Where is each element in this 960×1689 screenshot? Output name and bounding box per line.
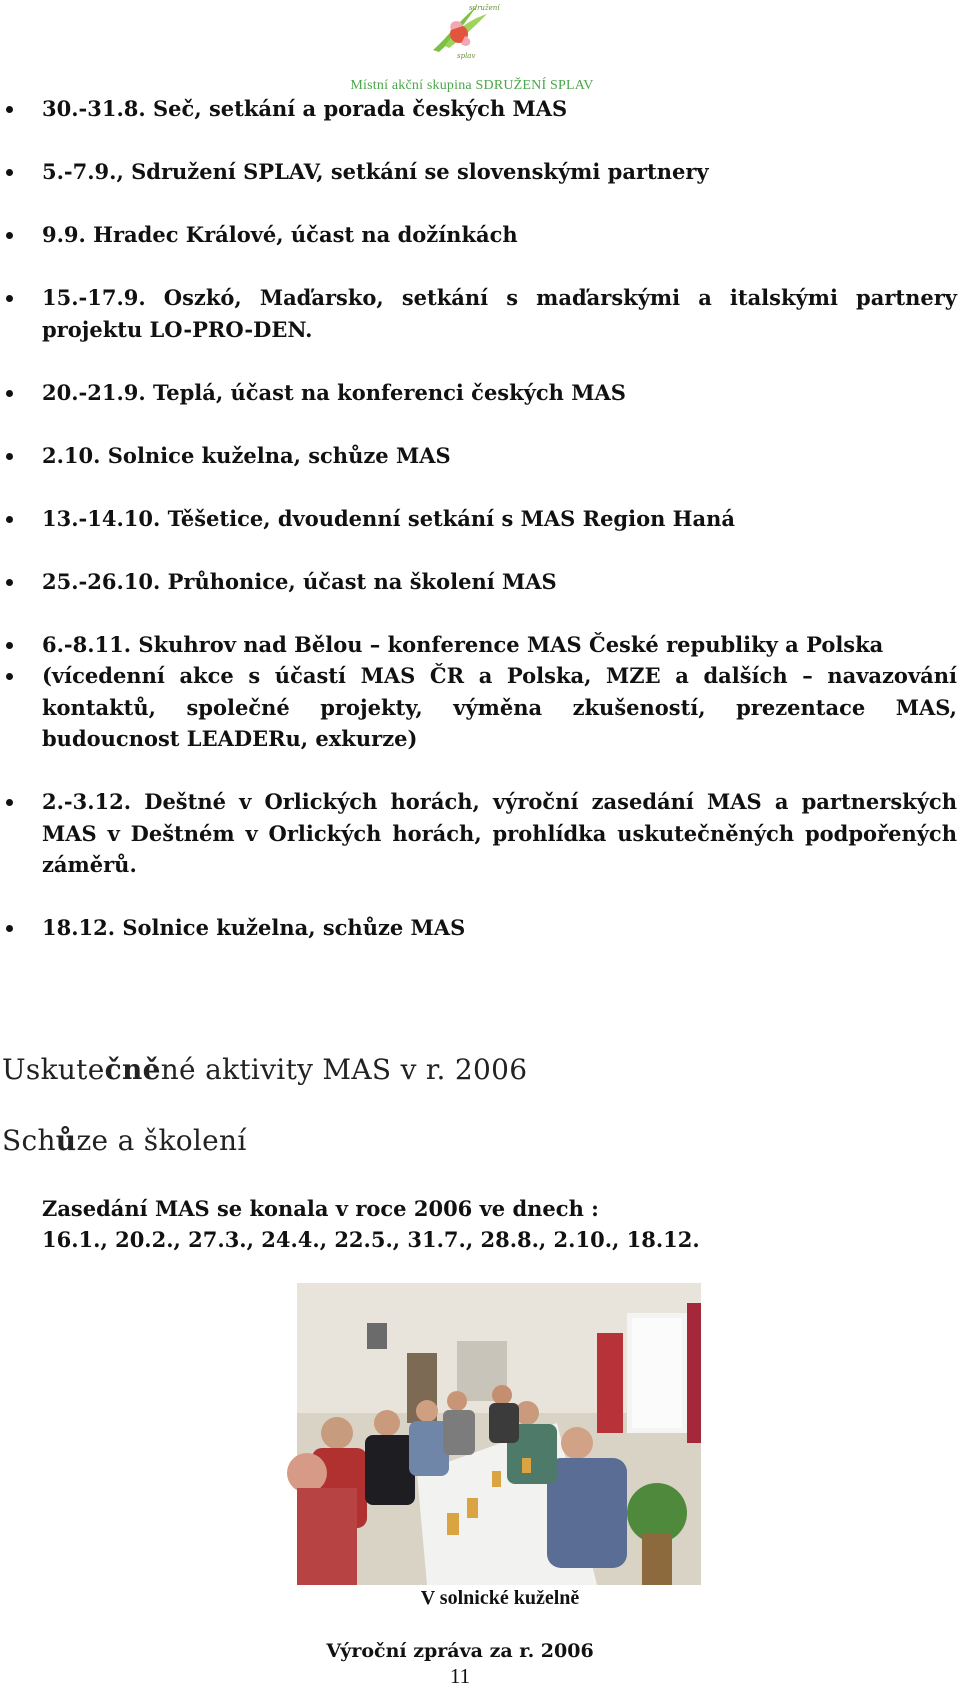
list-item: 6.-8.11. Skuhrov nad Bělou – konference MAS České republiky a Polska [0, 629, 960, 661]
list-item: 30.-31.8. Seč, setkání a porada českých MAS [0, 93, 960, 125]
list-item: 18.12. Solnice kuželna, schůze MAS [0, 912, 960, 944]
list-item: 2.-3.12. Deštné v Orlických horách, výroční zasedání MAS a partnerských MAS v Deštném v Orlických horách, prohlídka uskutečněných podpořených záměrů. [0, 786, 960, 881]
svg-text:sdružení: sdružení [469, 4, 500, 12]
list-item: 13.-14.10. Těšetice, dvoudenní setkání s MAS Region Haná [0, 503, 960, 535]
list-item: 9.9. Hradec Králové, účast na dožínkách [0, 219, 960, 251]
list-item: 20.-21.9. Teplá, účast na konferenci českých MAS [0, 377, 960, 409]
organization-name: Místní akční skupina SDRUŽENÍ SPLAV [350, 78, 594, 93]
photo-caption: V solnické kuželně [420, 1587, 580, 1609]
list-item: 15.-17.9. Oszkó, Maďarsko, setkání s maďarskými a italskými partnery projektu LO-PRO-DEN. [0, 282, 960, 345]
list-item: 2.10. Solnice kuželna, schůze MAS [0, 440, 960, 472]
list-item: 5.-7.9., Sdružení SPLAV, setkání se slovenskými partnery [0, 156, 960, 188]
section-subtitle: Schůze a školení [2, 1124, 247, 1157]
meeting-photo [297, 1283, 701, 1585]
svg-text:splav: splav [457, 52, 476, 60]
list-item: (vícedenní akce s účastí MAS ČR a Polska, MZE a dalších – navazování kontaktů, společné projekty, výměna zkušeností, prezentace MAS, budoucnost LEADERu, exkurze) [0, 660, 960, 755]
splav-logo-icon [425, 0, 500, 60]
meetings-block [42, 1193, 700, 1255]
section-title: Uskutečněné aktivity MAS v r. 2006 [2, 1053, 528, 1086]
report-title: Výroční zpráva za r. 2006 [326, 1640, 594, 1662]
list-item: 25.-26.10. Průhonice, účast na školení MAS [0, 566, 960, 598]
page-number: 11 [449, 1664, 471, 1688]
meetings-intro: Zasedání MAS se konala v roce 2006 ve dnech : [42, 1196, 599, 1221]
events-list [0, 93, 960, 944]
meetings-dates: 16.1., 20.2., 27.3., 24.4., 22.5., 31.7., 28.8., 2.10., 18.12. [42, 1227, 700, 1252]
